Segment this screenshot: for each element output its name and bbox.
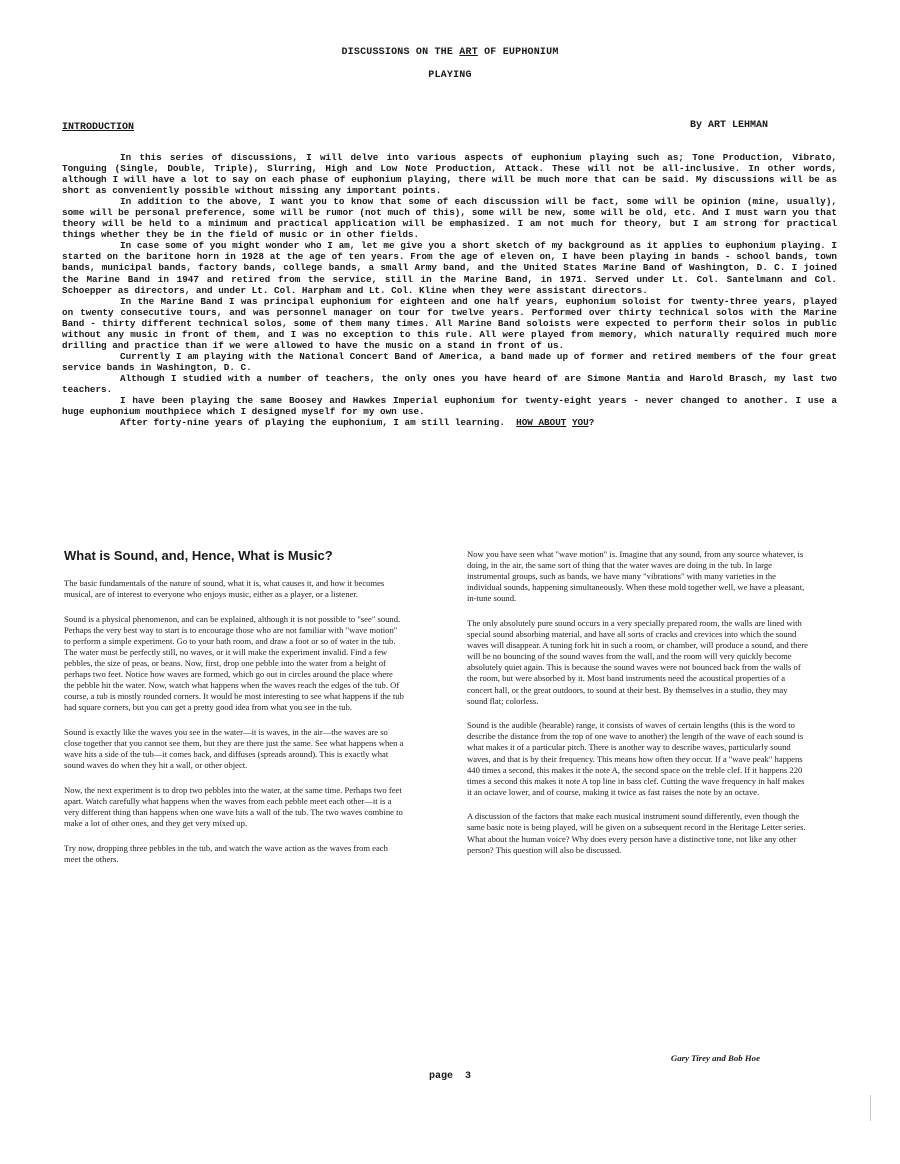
scan-artifact-line bbox=[870, 1095, 871, 1121]
intro-paragraph: In the Marine Band I was principal euphonium for eighteen and one half years, euphonium soloist for twenty-three years, played on twenty consecutive tours, and was personnel manager on tour for twelve years. Performed over thirty technical solos with the Marine Band - thirty different technical solos, some of them many times. All Marine Band soloists were expected to perform their solos in public without any music in front of them, and I was no exception to this rule. All were played from memory, which naturally required much more drilling and practice than if we were allowed to have the music on a stand in front of us. bbox=[62, 295, 837, 351]
page-number: page 3 bbox=[428, 1071, 471, 1082]
document-title bbox=[0, 47, 900, 58]
article-paragraph: A discussion of the factors that make each musical instrument sound differently, even though the same basic note is being played, will be given on a subsequent record in the Heritage Letter series. What about the human voice? Why does every person have a distinctive tone, not like any other person? This question will also be discussed. bbox=[467, 811, 806, 855]
intro-paragraph: In case some of you might wonder who I am, let me give you a short sketch of my background as it applies to euphonium playing. I started on the baritone horn in 1928 at the age of ten years. From the age of eleven on, I have been playing in bands - school bands, town bands, municipal bands, factory bands, college bands, a small Army band, and the United States Marine Band of Washington, D. C. I joined the Marine Band in 1947 and retired from the service, still in the Marine Band, in 1971. Served under Lt. Col. Santelmann and Col. Schoepper as directors, and under Lt. Col. Harpham and Lt. Col. Kline when they were assistant directors. bbox=[62, 240, 837, 296]
article-paragraph: Now, the next experiment is to drop two pebbles into the water, at the same time. Perhaps two feet apart. Watch carefully what happens when the waves from each pebble meet each other—it is a very different thing than happens when one wave hits a wall of the tub. The two waves combine to make a lot of other ones, and they get very mixed up. bbox=[64, 784, 403, 829]
article-paragraph: The only absolutely pure sound occurs in a very specially prepared room, the walls are lined with special sound absorbing material, and have all sorts of cracks and crevices into which the sound waves will disappear. A tuning fork hit in such a room, or chamber, will produce a sound, and there will be no bouncing of the sound waves from the wall, and the room will very quickly become absolutely quiet again. This is because the sound waves were not bounced back from the walls of the room, but were absorbed by it. Most band instruments need the acoustical properties of a concert hall, or the great outdoors, to sound at their best. By themselves in a studio, they may sound flat; colorless. bbox=[467, 617, 808, 706]
title-underlined-word: ART bbox=[459, 47, 478, 58]
article-paragraph: Now you have seen what "wave motion" is. Imagine that any sound, from any source whatever, is doing, in the air, the same sort of thing that the water waves are doing in the tub. In large instrumental groups, such as bands, we have many "vibrations" with many varieties in the individual sounds, happening simultaneously. When these mold together well, we have a pleasant, in-tune sound. bbox=[467, 549, 805, 604]
article-paragraph: Sound is exactly like the waves you see in the water—it is waves, in the air—the waves are so close together that you cannot see them, but they are there just the same. See what happens when a wave hits a side of the tub—it comes back, and diffuses (spreads around). This is exactly what sound waves do when they hit a wall, or other object. bbox=[64, 727, 404, 771]
introduction-body bbox=[62, 152, 837, 428]
intro-paragraph: In addition to the above, I want you to know that some of each discussion will be fact, some will be opinion (mine, usually), some will be personal preference, some will be rumor (not much of this), some will be new, some will be old, etc. And I must warn you that theory will be held to a minimum and practical application will be emphasized. I am not much for theory, but I am strong for practical things whether they be in the field of music or in other fields. bbox=[62, 196, 837, 241]
title-part-2: OF EUPHONIUM bbox=[477, 47, 559, 58]
document-title-line-2: PLAYING bbox=[428, 70, 472, 81]
article-credit: Gary Tirey and Bob Hoe bbox=[670, 1053, 760, 1063]
introduction-heading: INTRODUCTION bbox=[62, 122, 135, 133]
intro-paragraph: Currently I am playing with the National Concert Band of America, a band made up of former and retired members of the four great service bands in Washington, D. C. bbox=[62, 350, 837, 373]
author-byline: By ART LEHMAN bbox=[690, 120, 769, 131]
title-part-1: DISCUSSIONS ON THE bbox=[341, 47, 460, 58]
article-paragraph: Sound is the audible (hearable) range, it consists of waves of certain lengths (this is the word to describe the distance from the top of one wave to another) the length of the wave of each sound is what makes it of a particular pitch. There is another way to describe waves, particularly sound waves, and that is by their frequency. This means how often they occur. If a "wave peak" happens 440 times a second, this makes it the note A, the second space on the treble clef. If it happens 220 times a second this makes it note A top line in bass clef. Cutting the wave frequency in half makes it an octave lower, and of course, making it twice as fast raises the note by an octave. bbox=[467, 720, 805, 797]
closing-how-about: HOW ABOUT bbox=[516, 417, 567, 429]
closing-you: YOU bbox=[571, 417, 589, 429]
article-right-column bbox=[467, 549, 809, 869]
intro-paragraph: I have been playing the same Boosey and Hawkes Imperial euphonium for twenty-eight years - never changed to another. I use a huge euphonium mouthpiece which I designed myself for my own use. bbox=[62, 395, 837, 418]
closing-text: After forty-nine years of playing the euphonium, I am still learning. bbox=[120, 417, 505, 429]
intro-closing-line bbox=[62, 417, 837, 428]
intro-paragraph: Although I studied with a number of teachers, the only ones you have heard of are Simone Mantia and Harold Brasch, my last two teachers. bbox=[62, 372, 837, 395]
article-title: What is Sound, and, Hence, What is Music? bbox=[64, 548, 333, 563]
article-paragraph: Try now, dropping three pebbles in the tub, and watch the wave action as the waves from each meet the others. bbox=[64, 842, 388, 864]
article-paragraph: Sound is a physical phenomenon, and can be explained, although it is not possible to "see" sound. Perhaps the very best way to start is to encourage those who are not familiar with "wave motion" to perform a simple experiment. Go to your bath room, and draw a foot or so of water in the tub. The water must be perfectly still, no waves, or it will make the experiment invalid. Find a few pebbles, the size of peas, or beans. Now, first, drop one pebble into the water from a height of perhaps two feet. Notice how waves are formed, which go out in circles around the place where the pebble hit the water. Now, watch what happens when the waves reach the edges of the tub. Of course, a tub is mostly rounded corners. It would be most interesting to see what happens if the tub had square corners, but you can get a pretty good idea from what you see in the tub. bbox=[64, 613, 404, 713]
intro-paragraph: In this series of discussions, I will delve into various aspects of euphonium playing such as; Tone Production, Vibrato, Tonguing (Single, Double, Triple), Slurring, High and Low Note Production, Attack. These will not be all-inclusive. In other words, although I will have a lot to say on each phase of euphonium playing, there will be much more that can be said. My discussions will be as short as conveniently possible without missing any important points. bbox=[62, 152, 837, 197]
article-paragraph: The basic fundamentals of the nature of sound, what it is, what causes it, and how it becomes musical, are of interest to everyone who enjoys music, either as a player, or a listener. bbox=[64, 578, 385, 600]
article-left-column bbox=[64, 578, 404, 878]
closing-question-mark: ? bbox=[588, 417, 595, 429]
